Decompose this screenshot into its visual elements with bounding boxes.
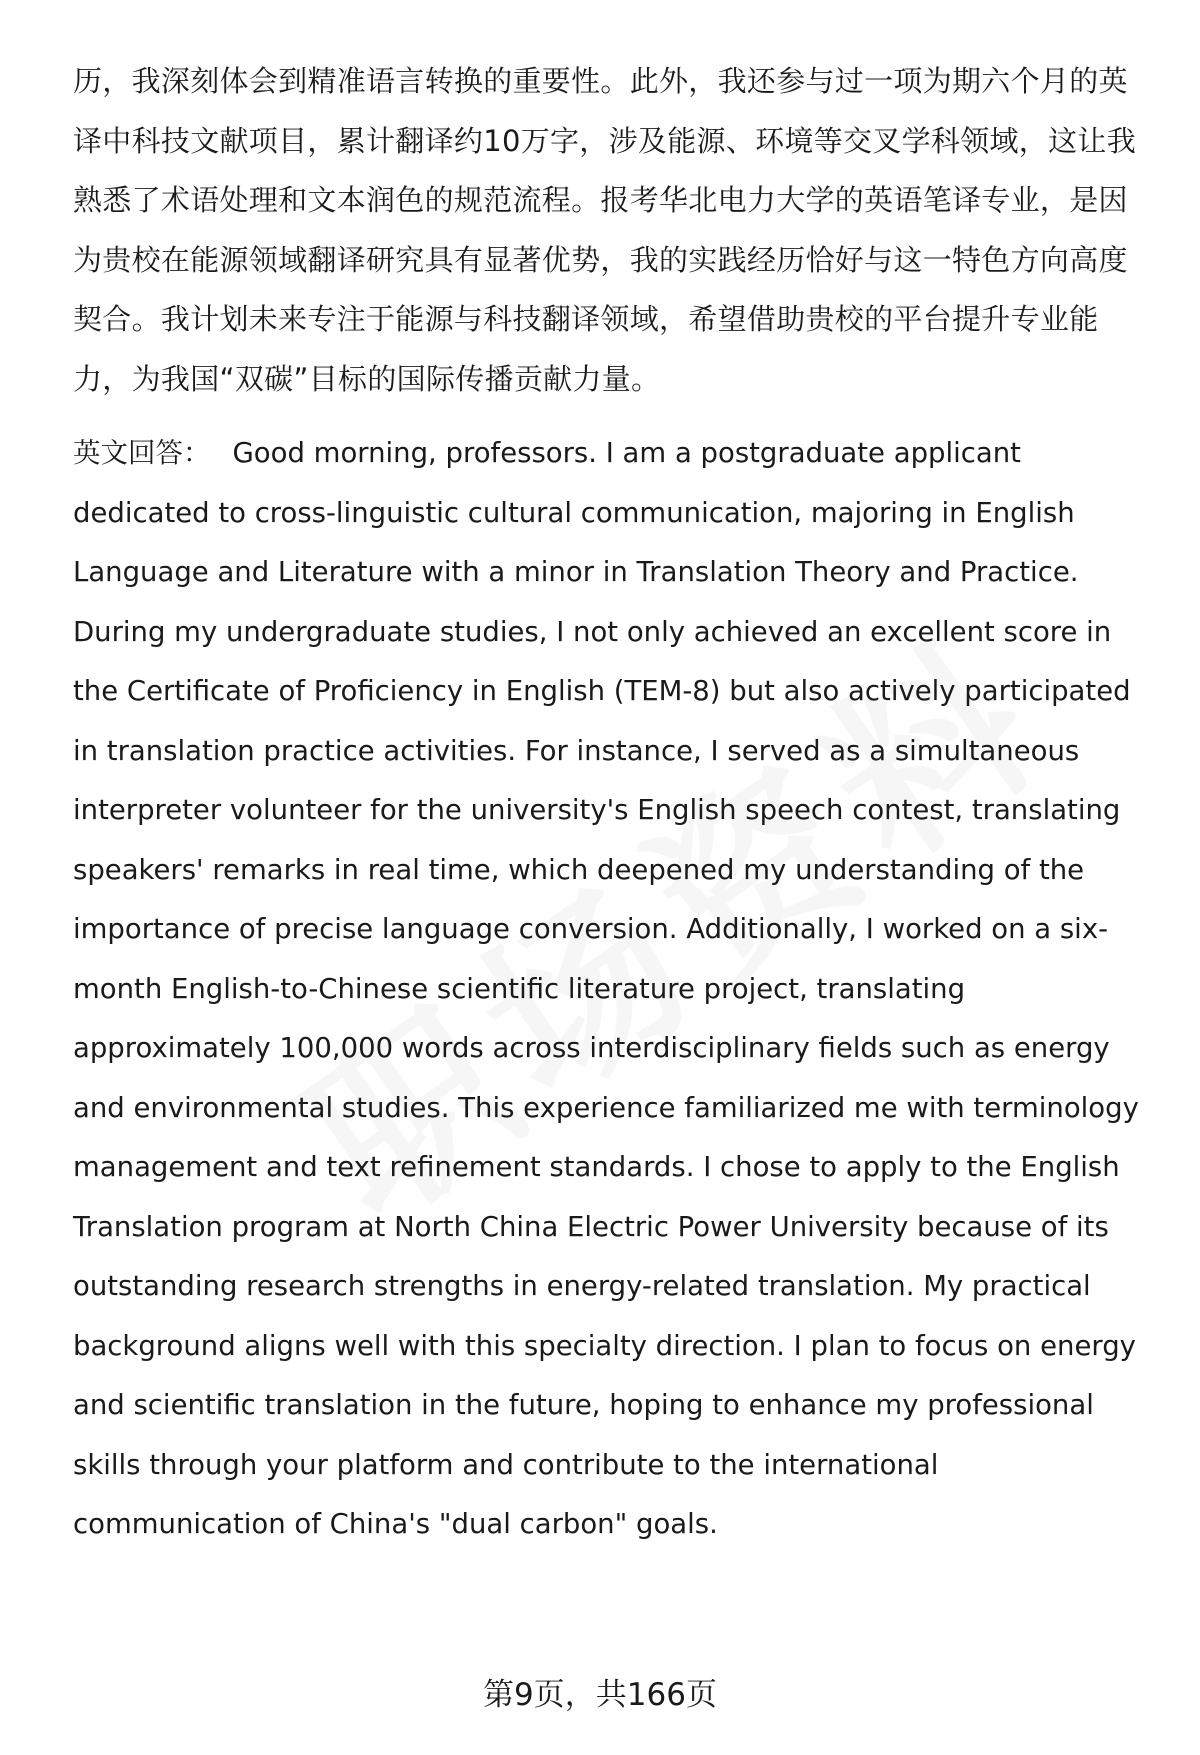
english-answer-paragraph — [73, 424, 1153, 1555]
page-number-footer: 第9页，共166页 — [483, 1677, 717, 1713]
english-answer-text: Good morning, professors. I am a postgraduate applicant dedicated to cross-linguistic cultural communication, majoring in English Language and Literature with a minor in Translation Theory and Practice. During my undergraduate studies, I not only achieved an excellent score in the Certificate of Proficiency in English (TEM-8) but also actively participated in translation practice activities. For instance, I served as a simultaneous interpreter volunteer for the university's English speech contest, translating speakers' remarks in real time, which deepened my understanding of the importance of precise language conversion. Additionally, I worked on a six-month English-to-Chinese scientific literature project, translating approximately 100,000 words across interdisciplinary fields such as energy and environmental studies. This experience familiarized me with terminology management and text refinement standards. I chose to apply to the English Translation program at North China Electric Power University because of its outstanding research strengths in energy-related translation. My practical background aligns well with this specialty direction. I plan to focus on energy and scientific translation in the future, hoping to enhance my professional skills through your platform and contribute to the international communication of China's "dual carbon" goals. — [73, 437, 1139, 1540]
english-answer-label: 英文回答： — [73, 437, 211, 469]
document-body — [73, 52, 1153, 1555]
chinese-answer-paragraph: 历，我深刻体会到精准语言转换的重要性。此外，我还参与过一项为期六个月的英译中科技文献项目，累计翻译约10万字，涉及能源、环境等交叉学科领域，这让我熟悉了术语处理和文本润色的规范流程。报考华北电力大学的英语笔译专业，是因为贵校在能源领域翻译研究具有显著优势，我的实践经历恰好与这一特色方向高度契合。我计划未来专注于能源与科技翻译领域，希望借助贵校的平台提升专业能力，为我国“双碳”目标的国际传播贡献力量。 — [73, 64, 1137, 396]
